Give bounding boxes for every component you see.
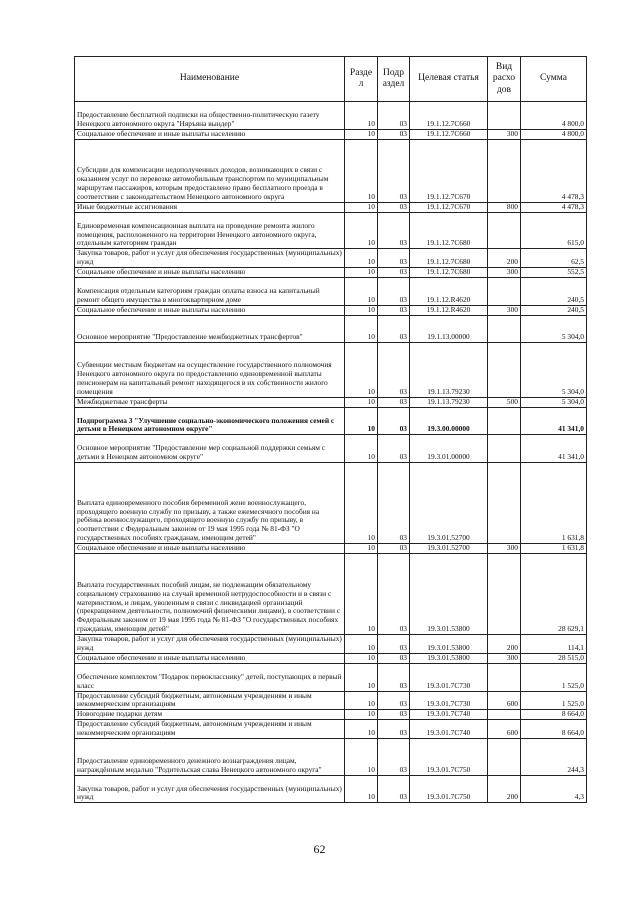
row-sum-cell: 240,5 bbox=[521, 278, 587, 306]
row-target-cell: 19.1.12.7С660 bbox=[410, 102, 488, 130]
row-sum-cell: 4 478,3 bbox=[521, 139, 587, 202]
table-row bbox=[75, 212, 587, 249]
row-name-cell: Обеспечение комплектом "Подарок первокласснику" детей, поступающих в первый класс bbox=[75, 663, 345, 691]
table-row bbox=[75, 554, 587, 635]
row-section-cell: 10 bbox=[345, 268, 378, 278]
row-target-cell: 19.1.12.7С680 bbox=[410, 249, 488, 268]
row-expense-type-cell bbox=[488, 139, 521, 202]
row-name-cell: Социальное обеспечение и иные выплаты населению bbox=[75, 653, 345, 663]
row-expense-type-cell bbox=[488, 343, 521, 397]
table-row bbox=[75, 635, 587, 654]
row-target-cell: 19.3.01.53800 bbox=[410, 653, 488, 663]
row-name-cell: Выплата государственных пособий лицам, не подлежащим обязательному социальному страхованию на случай временной нетрудоспособности и в связи с материнством, и лицам, уволенным в связи с ликвидацией организаций (прекращением деятельности, полномочий физическими лицами), в соответствии с Федеральным законом от 19 мая 1995 года № 81-ФЗ "О государственных пособиях гражданам, имеющим детей" bbox=[75, 554, 345, 635]
row-name-cell: Основное мероприятие "Предоставление мер социальной поддержки семьям с детьми в Ненецком автономном округе" bbox=[75, 435, 345, 463]
row-section-cell: 10 bbox=[345, 249, 378, 268]
row-subsection-cell: 03 bbox=[378, 720, 410, 739]
row-target-cell: 19.3.01.53800 bbox=[410, 554, 488, 635]
row-name-cell: Предоставление субсидий бюджетным, автономным учреждениям и иным некоммерческим организациям bbox=[75, 720, 345, 739]
row-target-cell: 19.1.12.7С680 bbox=[410, 268, 488, 278]
row-sum-cell: 28 515,0 bbox=[521, 653, 587, 663]
row-sum-cell: 1 525,0 bbox=[521, 691, 587, 710]
row-sum-cell: 8 664,0 bbox=[521, 710, 587, 720]
row-subsection-cell: 03 bbox=[378, 102, 410, 130]
table-row bbox=[75, 775, 587, 803]
row-name-cell: Субвенции местным бюджетам на осуществление государственного полномочия Ненецкого автономного округа по предоставлению единовременной выплаты пенсионерам на капитальный ремонт находящегося в их собственности жилого помещения bbox=[75, 343, 345, 397]
row-sum-cell: 5 304,0 bbox=[521, 343, 587, 397]
row-sum-cell: 1 631,8 bbox=[521, 463, 587, 544]
table-row bbox=[75, 305, 587, 315]
table-row bbox=[75, 653, 587, 663]
row-expense-type-cell bbox=[488, 278, 521, 306]
row-section-cell: 10 bbox=[345, 278, 378, 306]
table-row bbox=[75, 249, 587, 268]
row-subsection-cell: 03 bbox=[378, 435, 410, 463]
header-name: Наименование bbox=[75, 57, 345, 102]
row-subsection-cell: 03 bbox=[378, 278, 410, 306]
page-number: 62 bbox=[313, 842, 326, 856]
table-row bbox=[75, 343, 587, 397]
row-subsection-cell: 03 bbox=[378, 397, 410, 407]
row-section-cell: 10 bbox=[345, 554, 378, 635]
row-expense-type-cell bbox=[488, 663, 521, 691]
header-section: Разде л bbox=[345, 57, 378, 102]
row-subsection-cell: 03 bbox=[378, 129, 410, 139]
row-name-cell: Межбюджетные трансферты bbox=[75, 397, 345, 407]
row-name-cell: Иные бюджетные ассигнования bbox=[75, 202, 345, 212]
row-expense-type-cell: 600 bbox=[488, 691, 521, 710]
row-sum-cell: 8 664,0 bbox=[521, 720, 587, 739]
header-expense-type: Вид расхо дов bbox=[488, 57, 521, 102]
row-expense-type-cell bbox=[488, 710, 521, 720]
row-section-cell: 10 bbox=[345, 775, 378, 803]
table-row bbox=[75, 397, 587, 407]
row-expense-type-cell: 800 bbox=[488, 202, 521, 212]
row-target-cell: 19.1.12.7С670 bbox=[410, 139, 488, 202]
row-section-cell: 10 bbox=[345, 139, 378, 202]
row-expense-type-cell: 600 bbox=[488, 720, 521, 739]
header-subsection: Подр аздел bbox=[378, 57, 410, 102]
row-section-cell: 10 bbox=[345, 397, 378, 407]
row-subsection-cell: 03 bbox=[378, 343, 410, 397]
row-expense-type-cell: 300 bbox=[488, 129, 521, 139]
row-name-cell: Основное мероприятие "Предоставление межбюджетных трансфертов" bbox=[75, 315, 345, 343]
row-section-cell: 10 bbox=[345, 343, 378, 397]
row-section-cell: 10 bbox=[345, 212, 378, 249]
row-section-cell: 10 bbox=[345, 720, 378, 739]
row-target-cell: 19.3.01.7С740 bbox=[410, 720, 488, 739]
row-name-cell: Субсидии для компенсации недополученных доходов, возникающих в связи с оказанием услуг по перевозке автомобильным транспортом по муниципальным маршрутам пассажиров, которым предоставлено право бесплатного проезда в соответствии с законодательством Ненецкого автономного округа bbox=[75, 139, 345, 202]
row-subsection-cell: 03 bbox=[378, 739, 410, 776]
row-name-cell: Компенсация отдельным категориям граждан оплаты взноса на капитальный ремонт общего имущества в многоквартирном доме bbox=[75, 278, 345, 306]
header-sum: Сумма bbox=[521, 57, 587, 102]
row-sum-cell: 552,5 bbox=[521, 268, 587, 278]
table-header-row bbox=[75, 57, 587, 102]
row-sum-cell: 28 629,1 bbox=[521, 554, 587, 635]
row-section-cell: 10 bbox=[345, 653, 378, 663]
row-expense-type-cell bbox=[488, 739, 521, 776]
row-target-cell: 19.1.13.79230 bbox=[410, 343, 488, 397]
row-target-cell: 19.1.12.R4620 bbox=[410, 305, 488, 315]
row-expense-type-cell: 200 bbox=[488, 635, 521, 654]
row-name-cell: Социальное обеспечение и иные выплаты населению bbox=[75, 305, 345, 315]
row-subsection-cell: 03 bbox=[378, 554, 410, 635]
row-sum-cell: 5 304,0 bbox=[521, 315, 587, 343]
row-sum-cell: 5 304,0 bbox=[521, 397, 587, 407]
row-sum-cell: 4,3 bbox=[521, 775, 587, 803]
row-subsection-cell: 03 bbox=[378, 315, 410, 343]
row-expense-type-cell bbox=[488, 554, 521, 635]
row-expense-type-cell bbox=[488, 315, 521, 343]
row-section-cell: 10 bbox=[345, 102, 378, 130]
row-sum-cell: 1 525,0 bbox=[521, 663, 587, 691]
row-target-cell: 19.3.01.7С740 bbox=[410, 710, 488, 720]
row-target-cell: 19.3.01.7С730 bbox=[410, 663, 488, 691]
row-target-cell: 19.3.01.7С750 bbox=[410, 775, 488, 803]
row-subsection-cell: 03 bbox=[378, 139, 410, 202]
row-section-cell: 10 bbox=[345, 129, 378, 139]
table-row bbox=[75, 139, 587, 202]
row-target-cell: 19.3.01.52700 bbox=[410, 463, 488, 544]
row-subsection-cell: 03 bbox=[378, 663, 410, 691]
row-target-cell: 19.1.13.00000 bbox=[410, 315, 488, 343]
row-name-cell: Новогодние подарки детям bbox=[75, 710, 345, 720]
row-section-cell: 10 bbox=[345, 305, 378, 315]
row-expense-type-cell: 200 bbox=[488, 249, 521, 268]
row-sum-cell: 41 341,0 bbox=[521, 407, 587, 435]
row-sum-cell: 244,3 bbox=[521, 739, 587, 776]
table-row bbox=[75, 268, 587, 278]
row-target-cell: 19.1.12.7С680 bbox=[410, 212, 488, 249]
row-subsection-cell: 03 bbox=[378, 463, 410, 544]
row-subsection-cell: 03 bbox=[378, 691, 410, 710]
row-section-cell: 10 bbox=[345, 710, 378, 720]
row-target-cell: 19.3.01.52700 bbox=[410, 544, 488, 554]
table-row bbox=[75, 278, 587, 306]
row-name-cell: Единовременная компенсационная выплата на проведение ремонта жилого помещения, расположенного на территории Ненецкого автономного округа, отдельным категориям граждан bbox=[75, 212, 345, 249]
row-name-cell: Предоставление субсидий бюджетным, автономным учреждениям и иным некоммерческим организациям bbox=[75, 691, 345, 710]
row-subsection-cell: 03 bbox=[378, 305, 410, 315]
row-target-cell: 19.1.12.7С670 bbox=[410, 202, 488, 212]
row-expense-type-cell bbox=[488, 435, 521, 463]
row-section-cell: 10 bbox=[345, 739, 378, 776]
table-row bbox=[75, 544, 587, 554]
row-subsection-cell: 03 bbox=[378, 653, 410, 663]
row-expense-type-cell: 300 bbox=[488, 653, 521, 663]
row-section-cell: 10 bbox=[345, 663, 378, 691]
row-section-cell: 10 bbox=[345, 315, 378, 343]
table-row bbox=[75, 407, 587, 435]
row-section-cell: 10 bbox=[345, 435, 378, 463]
row-name-cell: Выплата единовременного пособия беременной жене военнослужащего, проходящего военную службу по призыву, а также ежемесячного пособия на ребёнка военнослужащего, проходящего военную службу по призыву, в соответствии с Федеральным законом от 19 мая 1995 года № 81-ФЗ "О государственных пособиях гражданам, имеющим детей" bbox=[75, 463, 345, 544]
table-row bbox=[75, 663, 587, 691]
row-sum-cell: 240,5 bbox=[521, 305, 587, 315]
row-expense-type-cell: 300 bbox=[488, 544, 521, 554]
row-section-cell: 10 bbox=[345, 635, 378, 654]
row-section-cell: 10 bbox=[345, 691, 378, 710]
row-target-cell: 19.3.00.00000 bbox=[410, 407, 488, 435]
row-section-cell: 10 bbox=[345, 463, 378, 544]
row-expense-type-cell bbox=[488, 407, 521, 435]
row-target-cell: 19.3.01.00000 bbox=[410, 435, 488, 463]
row-section-cell: 10 bbox=[345, 202, 378, 212]
row-sum-cell: 1 631,8 bbox=[521, 544, 587, 554]
row-section-cell: 10 bbox=[345, 544, 378, 554]
row-sum-cell: 114,1 bbox=[521, 635, 587, 654]
row-expense-type-cell: 500 bbox=[488, 397, 521, 407]
row-target-cell: 19.3.01.53800 bbox=[410, 635, 488, 654]
row-expense-type-cell: 300 bbox=[488, 305, 521, 315]
table-row bbox=[75, 720, 587, 739]
table-row bbox=[75, 710, 587, 720]
row-name-cell: Предоставление бесплатной подписки на общественно-политическую газету Ненецкого автономного округа "Няръяна вындер" bbox=[75, 102, 345, 130]
row-target-cell: 19.3.01.7С750 bbox=[410, 739, 488, 776]
table-row bbox=[75, 691, 587, 710]
row-expense-type-cell bbox=[488, 212, 521, 249]
row-subsection-cell: 03 bbox=[378, 775, 410, 803]
row-sum-cell: 4 478,3 bbox=[521, 202, 587, 212]
row-name-cell: Подпрограмма 3 "Улучшение социально-экономического положения семей с детьми в Ненецком автономном округе" bbox=[75, 407, 345, 435]
row-section-cell: 10 bbox=[345, 407, 378, 435]
row-subsection-cell: 03 bbox=[378, 544, 410, 554]
row-name-cell: Социальное обеспечение и иные выплаты населению bbox=[75, 544, 345, 554]
table-row bbox=[75, 315, 587, 343]
row-subsection-cell: 03 bbox=[378, 407, 410, 435]
row-expense-type-cell bbox=[488, 102, 521, 130]
row-subsection-cell: 03 bbox=[378, 249, 410, 268]
row-name-cell: Социальное обеспечение и иные выплаты населению bbox=[75, 129, 345, 139]
row-expense-type-cell: 300 bbox=[488, 268, 521, 278]
row-sum-cell: 62,5 bbox=[521, 249, 587, 268]
row-name-cell: Закупка товаров, работ и услуг для обеспечения государственных (муниципальных) нужд bbox=[75, 775, 345, 803]
table-row bbox=[75, 129, 587, 139]
row-sum-cell: 615,0 bbox=[521, 212, 587, 249]
row-name-cell: Закупка товаров, работ и услуг для обеспечения государственных (муниципальных) нужд bbox=[75, 635, 345, 654]
table-row bbox=[75, 463, 587, 544]
row-target-cell: 19.3.01.7С730 bbox=[410, 691, 488, 710]
row-subsection-cell: 03 bbox=[378, 268, 410, 278]
row-sum-cell: 41 341,0 bbox=[521, 435, 587, 463]
row-sum-cell: 4 800,0 bbox=[521, 102, 587, 130]
row-expense-type-cell: 200 bbox=[488, 775, 521, 803]
row-subsection-cell: 03 bbox=[378, 710, 410, 720]
row-target-cell: 19.1.12.R4620 bbox=[410, 278, 488, 306]
table-row bbox=[75, 102, 587, 130]
row-name-cell: Предоставление единовременного денежного вознаграждения лицам, награждённым медалью "Родительская слава Ненецкого автономного округа" bbox=[75, 739, 345, 776]
table-row bbox=[75, 739, 587, 776]
row-subsection-cell: 03 bbox=[378, 202, 410, 212]
table-row bbox=[75, 435, 587, 463]
row-name-cell: Закупка товаров, работ и услуг для обеспечения государственных (муниципальных) нужд bbox=[75, 249, 345, 268]
budget-table bbox=[74, 56, 587, 803]
row-target-cell: 19.1.13.79230 bbox=[410, 397, 488, 407]
table-row bbox=[75, 202, 587, 212]
row-sum-cell: 4 800,0 bbox=[521, 129, 587, 139]
table-body bbox=[75, 102, 587, 803]
row-name-cell: Социальное обеспечение и иные выплаты населению bbox=[75, 268, 345, 278]
row-expense-type-cell bbox=[488, 463, 521, 544]
header-target: Целевая статья bbox=[410, 57, 488, 102]
row-subsection-cell: 03 bbox=[378, 212, 410, 249]
row-target-cell: 19.1.12.7С660 bbox=[410, 129, 488, 139]
row-subsection-cell: 03 bbox=[378, 635, 410, 654]
